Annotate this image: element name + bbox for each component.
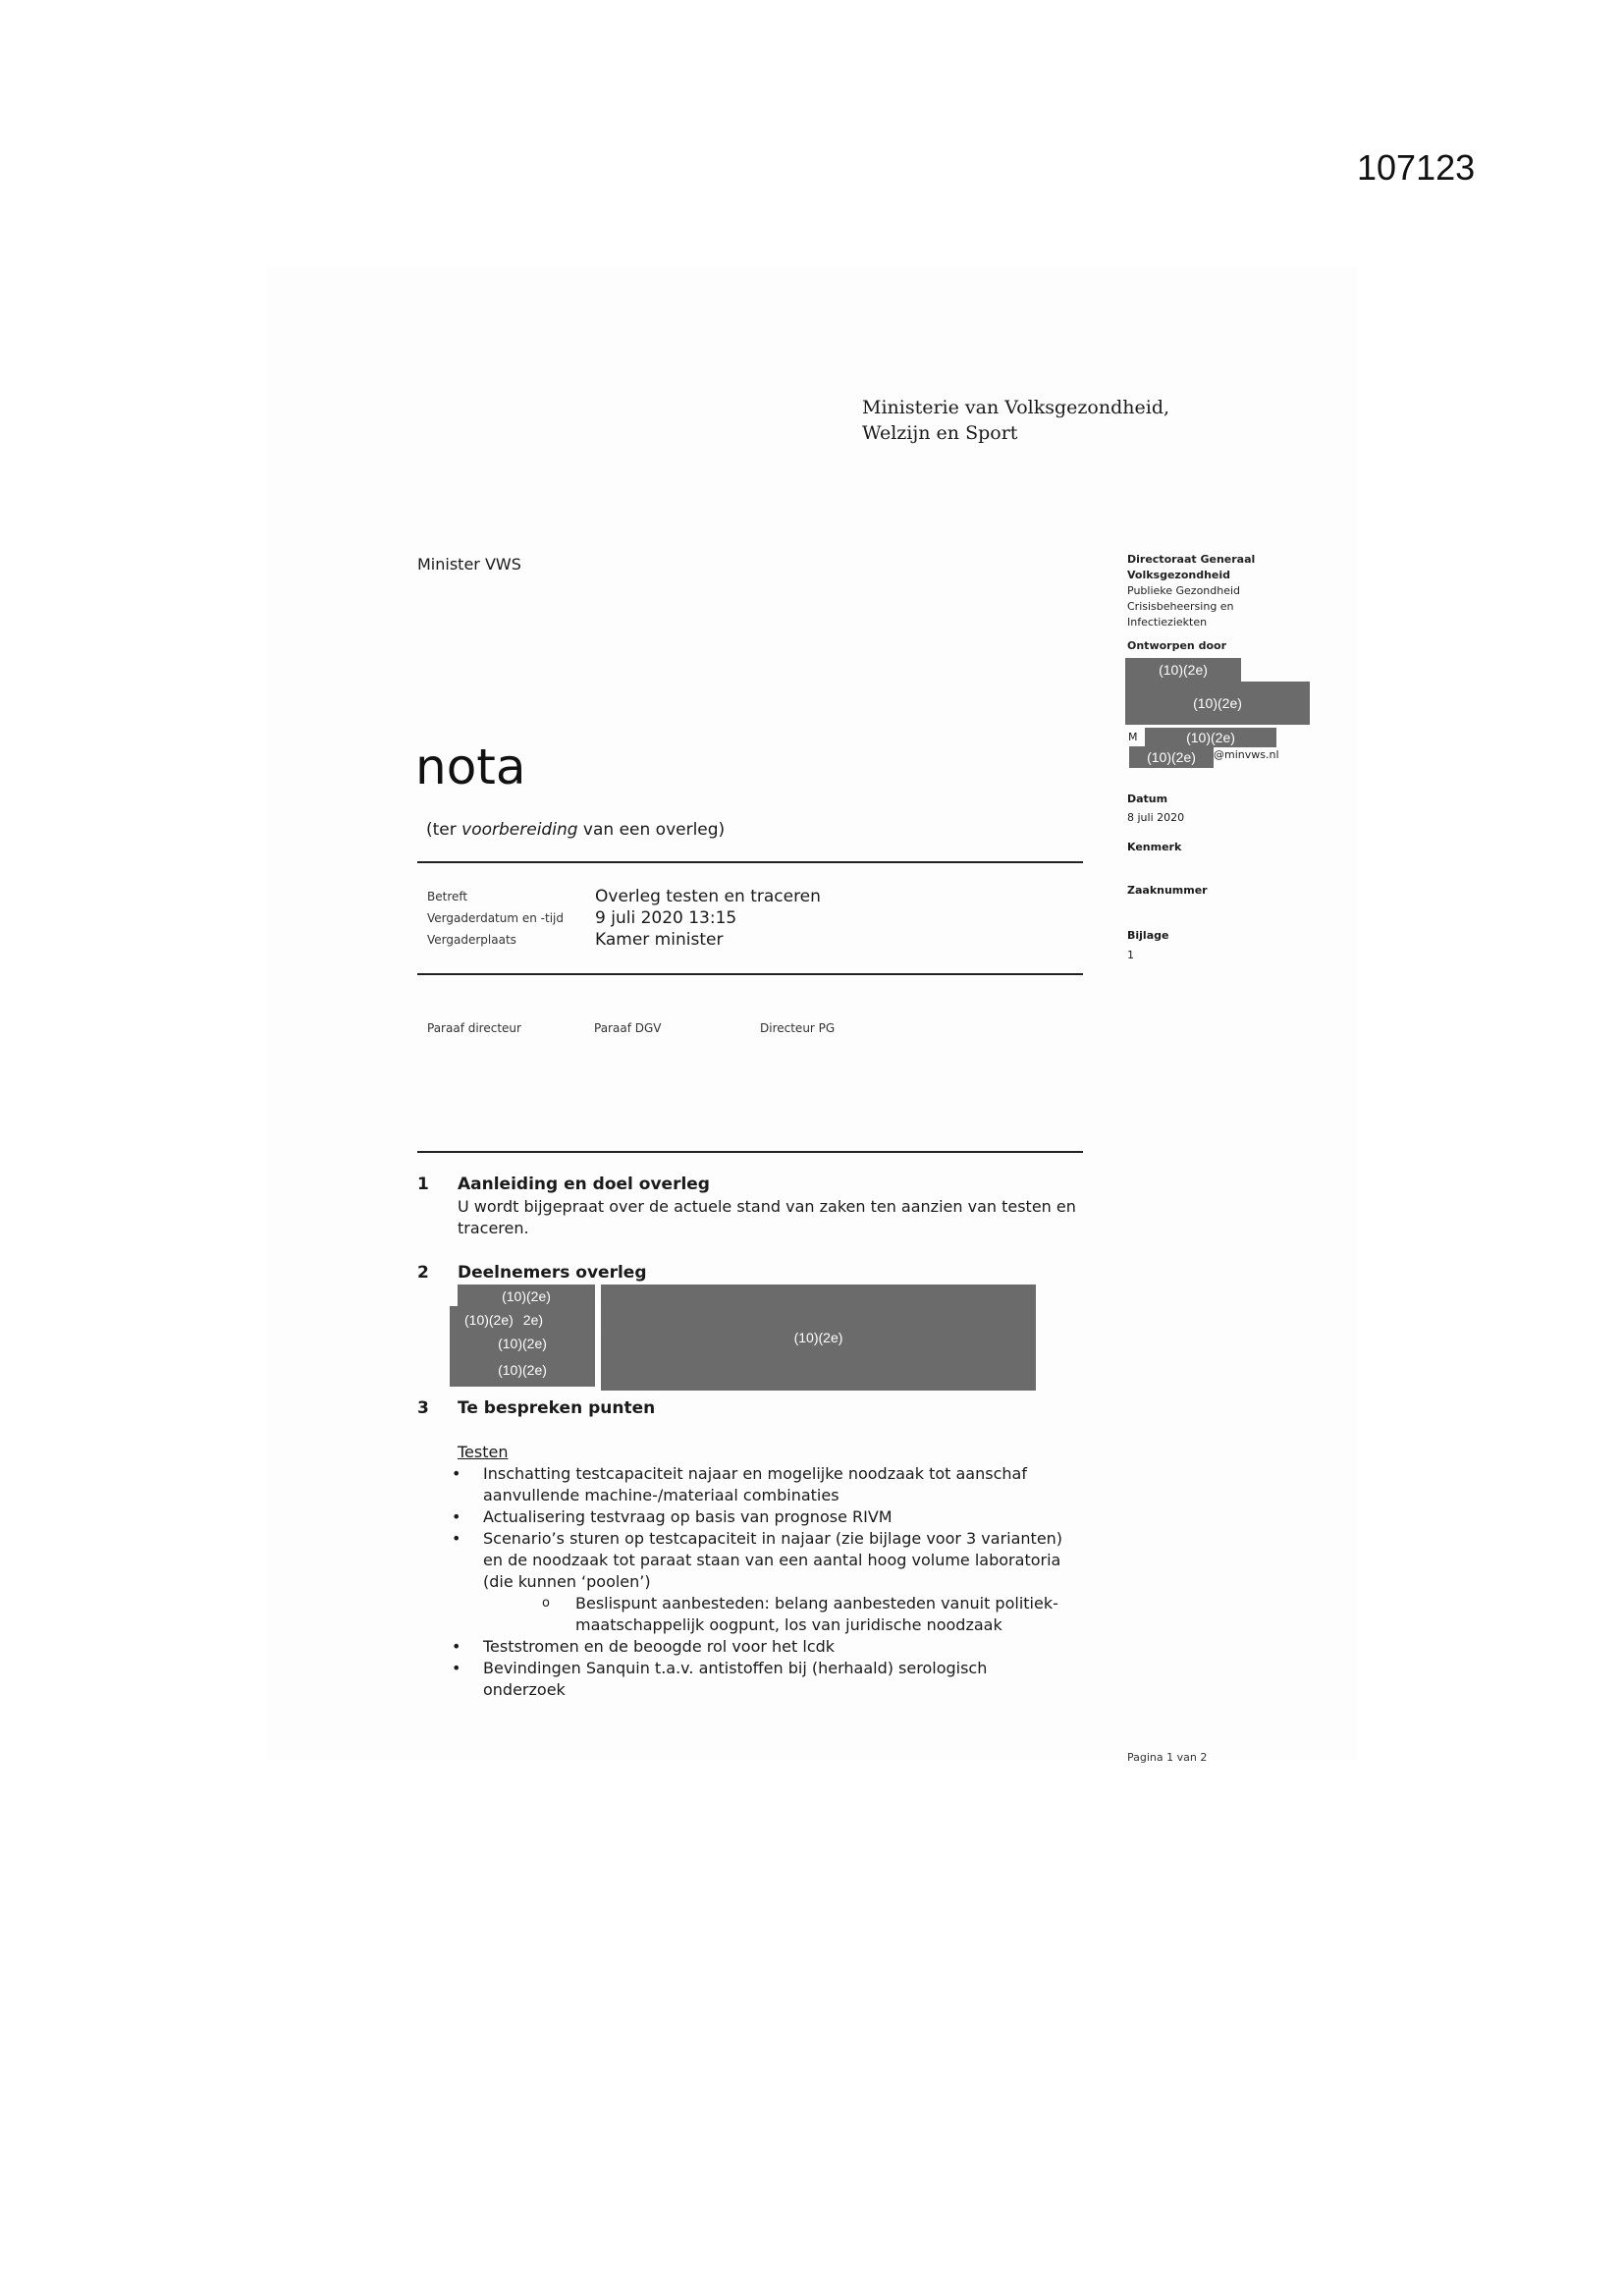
- datum-value: 8 juli 2020: [1127, 811, 1185, 824]
- redaction-box-large: [601, 1285, 1036, 1391]
- kenmerk-label: Kenmerk: [1127, 841, 1182, 853]
- redaction-code: (10)(2e): [498, 1362, 547, 1378]
- divider: [417, 1151, 1083, 1153]
- list-item-line: Beslispunt aanbesteden: belang aanbesteden vanuit politiek-: [575, 1594, 1058, 1613]
- subtitle-emphasis: voorbereiding: [461, 820, 578, 840]
- page-number: Pagina 1 van 2: [1127, 1751, 1208, 1764]
- paraaf-dgv-label: Paraaf DGV: [594, 1021, 662, 1035]
- directeur-pg-label: Directeur PG: [760, 1021, 836, 1035]
- list-item-line: Actualisering testvraag op basis van prognose RIVM: [483, 1507, 893, 1526]
- vergaderplaats-label: Vergaderplaats: [427, 933, 516, 947]
- bullet-icon: •: [452, 1529, 461, 1548]
- redaction-code: (10)(2e): [464, 1312, 514, 1328]
- department-line: Crisisbeheersing en: [1127, 600, 1234, 613]
- redaction-box: [1145, 728, 1276, 747]
- list-item-line: Teststromen en de beoogde rol voor het lcdk: [483, 1637, 836, 1656]
- divider: [417, 861, 1083, 863]
- sub-list-item: [483, 1593, 1062, 1636]
- list-item-line: Inschatting testcapaciteit najaar en mogelijke noodzaak tot aanschaf: [483, 1464, 1027, 1483]
- bullet-icon: •: [452, 1637, 461, 1656]
- redaction-code: (10)(2e): [1186, 730, 1235, 745]
- department-line: Publieke Gezondheid: [1127, 584, 1241, 597]
- list-item: [452, 1463, 1062, 1506]
- section-1-number: 1: [417, 1175, 429, 1194]
- redaction-box: [450, 1353, 595, 1387]
- redaction-code: (10)(2e): [498, 1336, 547, 1351]
- redaction-code: (10)(2e): [793, 1330, 843, 1345]
- section-2-number: 2: [417, 1263, 429, 1283]
- redaction-code: (10)(2e): [1193, 695, 1242, 711]
- redaction-partial: 2e): [522, 1312, 544, 1328]
- directorate-line: Volksgezondheid: [1127, 569, 1231, 581]
- list-item-line: maatschappelijk oogpunt, los van juridische noodzaak: [575, 1615, 1002, 1634]
- redaction-separator: [597, 1306, 599, 1332]
- section-1-title: Aanleiding en doel overleg: [458, 1175, 710, 1194]
- redaction-box: [1125, 658, 1241, 682]
- sub-bullet-list: [483, 1593, 1062, 1636]
- zaaknummer-label: Zaaknummer: [1127, 884, 1208, 897]
- bijlage-value: 1: [1127, 949, 1134, 961]
- ontworpen-door-label: Ontworpen door: [1127, 639, 1226, 652]
- list-item: [452, 1528, 1063, 1636]
- paraaf-directeur-label: Paraaf directeur: [427, 1021, 521, 1035]
- list-item-line: aanvullende machine-/materiaal combinaties: [483, 1486, 839, 1504]
- ministry-logo-text: [862, 395, 1169, 446]
- list-item-line: en de noodzaak tot paraat staan van een aantal hoog volume laboratoria: [483, 1551, 1061, 1569]
- list-item: [452, 1506, 1062, 1528]
- list-item-line: Bevindingen Sanquin t.a.v. antistoffen bij (herhaald) serologisch: [483, 1659, 988, 1677]
- document-subtitle: [426, 820, 725, 840]
- subtitle-prefix: (ter: [426, 820, 462, 840]
- divider: [417, 973, 1083, 975]
- bullet-icon: •: [452, 1464, 461, 1483]
- list-item: [452, 1658, 1062, 1701]
- list-item-line: Scenario’s sturen op testcapaciteit in najaar (zie bijlage voor 3 varianten): [483, 1529, 1063, 1548]
- vergaderdatum-value: 9 juli 2020 13:15: [595, 908, 737, 928]
- datum-label: Datum: [1127, 793, 1168, 805]
- directorate-line: Directoraat Generaal: [1127, 553, 1256, 566]
- section-1-line: traceren.: [458, 1219, 529, 1237]
- redaction-code: (10)(2e): [1159, 662, 1208, 678]
- redaction-box: [1125, 682, 1310, 725]
- sidebar-colophon: [1127, 552, 1324, 654]
- bullet-icon: •: [452, 1659, 461, 1677]
- section-1-line: U wordt bijgepraat over de actuele stand van zaken ten aanzien van testen en: [458, 1197, 1076, 1216]
- circle-bullet-icon: o: [542, 1596, 550, 1611]
- section-3-number: 3: [417, 1398, 429, 1418]
- mobile-label: M: [1128, 731, 1138, 743]
- redaction-box: [458, 1285, 595, 1308]
- redaction-box: [450, 1306, 595, 1334]
- ministry-line-1: Ministerie van Volksgezondheid,: [862, 397, 1170, 418]
- testen-bullet-list: [452, 1463, 1063, 1701]
- bullet-icon: •: [452, 1507, 461, 1526]
- email-domain: @minvws.nl: [1214, 748, 1279, 761]
- section-2-title: Deelnemers overleg: [458, 1263, 647, 1283]
- redaction-code: (10)(2e): [502, 1288, 551, 1304]
- document-title: nota: [415, 738, 526, 795]
- document-number: 107123: [1357, 147, 1476, 188]
- list-item-line: onderzoek: [483, 1680, 566, 1699]
- vergaderplaats-value: Kamer minister: [595, 930, 724, 950]
- list-item-line: (die kunnen ‘poolen’): [483, 1572, 651, 1591]
- betreft-value: Overleg testen en traceren: [595, 887, 821, 906]
- section-3-title: Te bespreken punten: [458, 1398, 656, 1418]
- betreft-label: Betreft: [427, 890, 468, 903]
- ministry-line-2: Welzijn en Sport: [862, 422, 1018, 444]
- redaction-code: (10)(2e): [1147, 749, 1196, 765]
- addressee: Minister VWS: [417, 555, 521, 574]
- section-1-body: [458, 1196, 1076, 1239]
- subtitle-suffix: van een overleg): [577, 820, 726, 840]
- redaction-box: [450, 1332, 595, 1355]
- redaction-box: [1129, 746, 1214, 768]
- bijlage-label: Bijlage: [1127, 929, 1169, 942]
- vergaderdatum-label: Vergaderdatum en -tijd: [427, 911, 564, 925]
- list-item: [452, 1636, 1062, 1658]
- testen-heading: Testen: [458, 1443, 509, 1461]
- department-line: Infectieziekten: [1127, 616, 1208, 629]
